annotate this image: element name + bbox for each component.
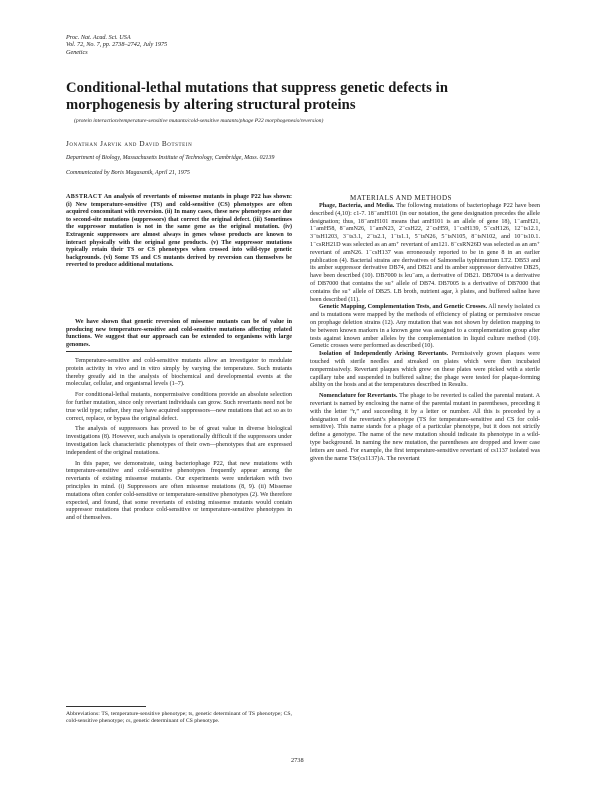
intro-paragraph-1: Temperature-sensitive and cold-sensitive mutants allow an investigator to modulate protein activity in vivo and in vitro simply by varying the temperature. Such mutants thereby greatly aid in the analysis of biochemical and developmental events at the molecular, cellular, and organismal levels (1–7).: [66, 358, 292, 388]
methods-paragraph-mapping: [310, 304, 540, 351]
affiliation: Department of Biology, Massachusetts Institute of Technology, Cambridge, Mass. 02139: [66, 155, 275, 161]
section-heading-methods: MATERIALS AND METHODS: [350, 194, 452, 202]
methods-column: [310, 203, 540, 463]
methods-paragraph-nomenclature: [310, 393, 540, 463]
journal-volume: Vol. 72, No. 7, pp. 2738–2742, July 1975: [66, 41, 168, 49]
intro-paragraph-2: For conditional-lethal mutants, nonpermissive conditions provide an absolute selection for further mutation, since only revertant individuals can grow. Such revertants need not be true wild type; rather, they may have acquired suppressors—new mutations that act so as to correct, replace, or bypass the original defect.: [66, 392, 292, 422]
keywords: (protein interaction/temperature-sensitive mutants/cold-sensitive mutants/phage P22 morphogenesis/reversion): [74, 118, 324, 124]
page-number: 2738: [291, 757, 304, 764]
paragraph-text: The phage to be reverted is called the parental mutant. A revertant is named by enclosing the name of the parental mutant in parentheses, preceding it with the letter “r,” and succeeding it by a letter or number. All this is preceded by a designation of the revertant’s phenotype (TS for temperature-sensitive and CS for cold-sensitive). This name stands for a phage of a particular phenotype, but it does not strictly define a genotype. The name of the new mutation should indicate its phenotype in a wild-type background. In naming the new mutation, the parentheses are dropped and lower case letters are used. For example, the first temperature-sensitive revertant of cs1137 isolated was given the name TSr(cs1137)A. The revertant: [310, 393, 541, 462]
methods-paragraph-isolation: [310, 351, 540, 390]
abstract-text: An analysis of revertants of missense mutants in phage P22 has shown: (i) New temperature-sensitive (TS) and cold-sensitive (CS) phenotypes are often acquired concomitant with reversion. (ii) In many cases, these new phenotypes are due to second-site mutations (suppressors) that correct the original defect. (iii) Sometimes the suppressor mutation is not in the same gene as the original mutation. (iv) Extragenic suppressors are almost always in genes whose products are known to interact physically with the original gene products. (v) The suppressor mutations typically retain their TS or CS phenotypes when crossed into wild-type genetic backgrounds. (vi) Some TS and CS mutants derived by reversion can themselves be reverted to produce additional mutations.: [66, 194, 292, 269]
paragraph-text: Permissively grown plaques were touched with sterile needles and streaked on plates which were then incubated nonpermissively. Revertant plaques which grew on these plates were picked with a sterile capillary tube and suspended in buffered saline; the phage were tested for plaque-forming ability on the hosts and at the temperatures described in Results.: [310, 351, 540, 389]
paragraph-text: The following mutations of bacteriophage P22 have been described (4,10): c1-7. 18⁻amH101 (in our notation, the gene designation precedes the allele designation; thus, 18⁻amH101 means that amH101 is an allele of gene 18), 1⁻amH21, 1⁻amH58, 8⁻amN26, 1⁻amN23, 2⁻csH22, 2⁻csH59, 1⁻csH139, 5⁻csH126, 12⁻ts12.1, 3⁻tsH1203, 3⁻ts3.1, 2⁻ts2.1, 1⁻ts1.1, 5⁻tsN26, 5⁻tsN105, 8⁻tsN102, and 10⁻ts10.1. 1⁻csRH21D was selected as an am⁺ revertant of am121. 8⁻csRN26D was selected as an am⁺ revertant of amN26. 1⁻csH137 was erroneously reported to be in gene 8 in an earlier publication (4). Bacterial strains are derivatives of Salmonella typhimurium LT2. DB53 and its amber suppressor derivative DB74, and DB21 and its amber suppressor derivative DB25, have been described (10). DB7000 is leu⁻am, a derivative of DB21. DB7004 is a derivative of DB7000 that contains the su⁺ allele of DB74. DB7005 is a derivative of DB7000 that contains the su⁺ allele of DB25. LB broth, nutrient agar, λ plates, and buffered saline have been described (11).: [310, 203, 541, 303]
footnote-divider: [66, 706, 146, 707]
run-in-heading: Isolation of Independently Arising Revertants.: [319, 351, 449, 358]
methods-paragraph-phage: [310, 203, 540, 304]
journal-section: Genetics: [66, 48, 88, 56]
run-in-heading: Nomenclature for Revertants.: [319, 393, 398, 400]
authors: Jonathan Jarvik and David Botstein: [66, 140, 193, 148]
journal-header: [66, 34, 167, 56]
intro-paragraph-4: In this paper, we demonstrate, using bacteriophage P22, that new mutations with temperature-sensitive and cold-sensitive phenotypes frequently appear among the revertants of existing missense mutants. Our experiments were undertaken with two principles in mind. (i) Suppressors are often missense mutations (8, 9). (ii) Missense mutations often confer cold-sensitive or temperature-sensitive phenotypes (2). We therefore expected, and found, that some revertants of existing missense mutants would contain suppressor mutations that produce cold-sensitive or temperature-sensitive phenotypes in and of themselves.: [66, 460, 292, 522]
paragraph-text: All newly isolated cs and ts mutations were mapped by the methods of efficiency of plating or permissive rescue on prophage deletion strains (12). Any mutation that was not shown by deletion mapping to be between known markers in a known gene was assigned to a complementation group after tests against known amber alleles by the complementation in liquid culture method (10). Genetic crosses were performed as described (10).: [310, 304, 541, 350]
abstract-label: ABSTRACT: [66, 194, 103, 200]
abstract-divider: [66, 351, 292, 352]
abstract-conclusion-text: We have shown that genetic reversion of missense mutants can be of value in producing new temperature-sensitive and cold-sensitive mutations affecting related functions. We suggest that our approach can be extended to organisms with large genomes.: [66, 319, 292, 348]
run-in-heading: Phage, Bacteria, and Media.: [319, 203, 395, 209]
abstract: [66, 194, 292, 270]
run-in-heading: Genetic Mapping, Complementation Tests, and Genetic Crosses.: [319, 304, 488, 311]
abbreviations-footnote: Abbreviations: TS, temperature-sensitive phenotype; ts, genetic determinant of TS phenotype; CS, cold-sensitive phenotype; cs, genetic determinant of CS phenotype.: [66, 711, 292, 724]
introduction: [66, 358, 292, 523]
communicated-by: Communicated by Boris Magasanik, April 21, 1975: [66, 170, 190, 176]
journal-name: Proc. Nat. Acad. Sci. USA: [66, 34, 131, 41]
article-title: Conditional-lethal mutations that suppress genetic defects in morphogenesis by altering structural proteins: [66, 80, 449, 113]
abstract-conclusion: [66, 319, 292, 349]
intro-paragraph-3: The analysis of suppressors has proved to be of great value in diverse biological investigations (8). However, such analysis is operationally difficult if the suppressors under investigation lack characteristic phenotypes of their own—phenotypes that are expressed independent of the original mutations.: [66, 426, 292, 456]
